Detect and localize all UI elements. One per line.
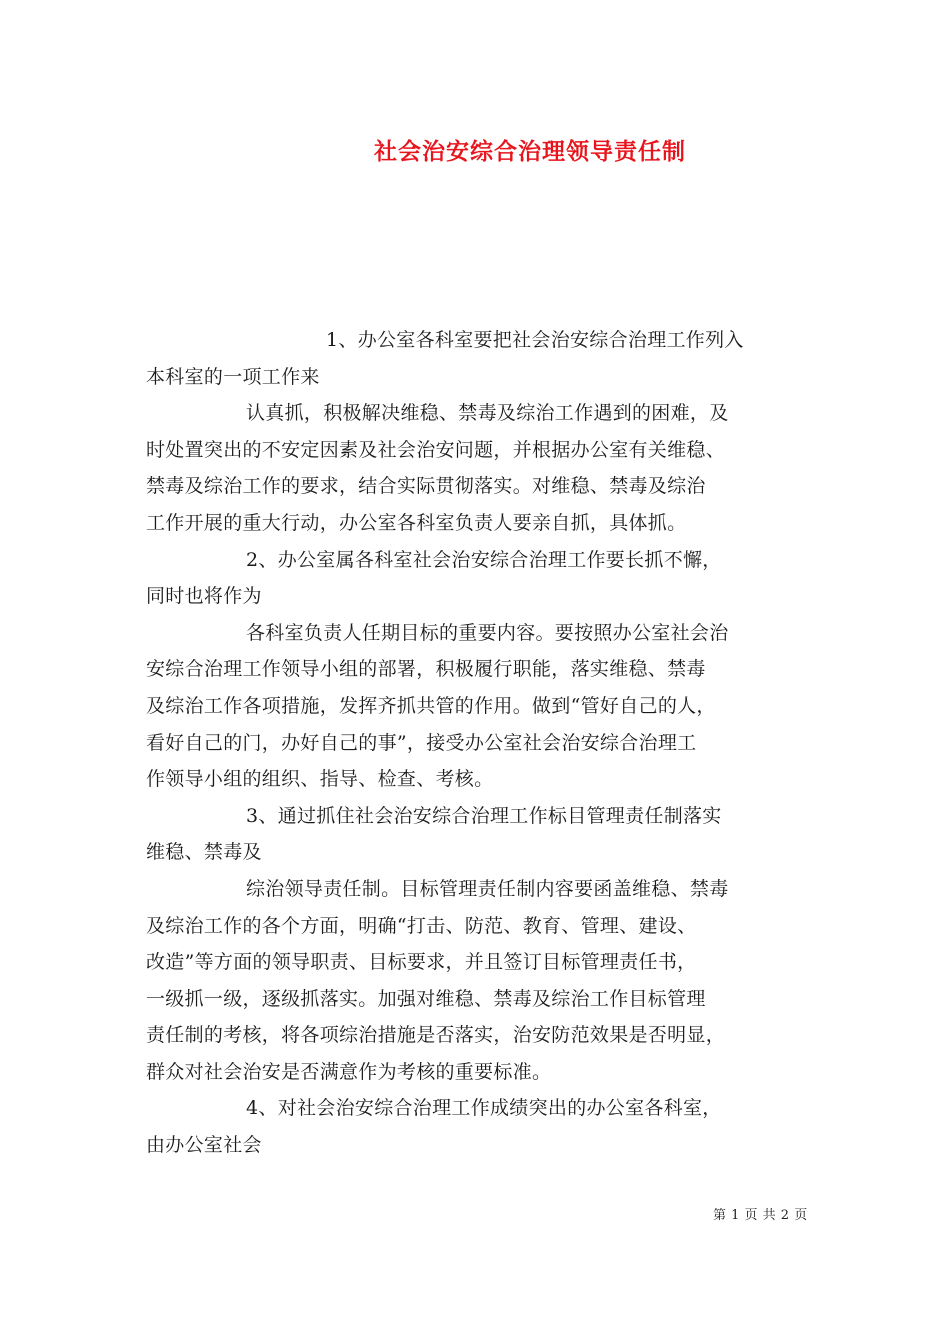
body-line: 及综治工作各项措施，发挥齐抓共管的作用。做到“管好自己的人， (146, 694, 716, 717)
page-number-footer: 第 1 页 共 2 页 (713, 1208, 808, 1223)
body-line: 禁毒及综治工作的要求，结合实际贯彻落实。对维稳、禁毒及综治 (146, 475, 706, 498)
body-line: 工作开展的重大行动，办公室各科室负责人要亲自抓，具体抓。 (146, 511, 687, 534)
body-line: 时处置突出的不安定因素及社会治安问题，并根据办公室有关维稳、 (146, 438, 726, 461)
body-line: 一级抓一级，逐级抓落实。加强对维稳、禁毒及综治工作目标管理 (146, 987, 706, 1010)
body-line: 综治领导责任制。目标管理责任制内容要函盖维稳、禁毒 (246, 877, 729, 900)
body-line: 4、对社会治安综合治理工作成绩突出的办公室各科室， (246, 1097, 722, 1120)
body-line: 各科室负责人任期目标的重要内容。要按照办公室社会治 (246, 621, 729, 644)
body-line: 2、办公室属各科室社会治安综合治理工作要长抓不懈， (246, 548, 722, 571)
body-line: 3、通过抓住社会治安综合治理工作标目管理责任制落实 (246, 804, 722, 827)
body-line: 认真抓，积极解决维稳、禁毒及综治工作遇到的困难，及 (246, 402, 729, 425)
body-line: 改造”等方面的领导职责、目标要求，并且签订目标管理责任书， (146, 951, 697, 974)
body-line: 作领导小组的组织、指导、检查、考核。 (146, 768, 494, 791)
body-line: 看好自己的门，办好自己的事”，接受办公室社会治安综合治理工 (146, 731, 697, 754)
document-title: 社会治安综合治理领导责任制 (374, 138, 686, 165)
body-line: 同时也将作为 (146, 585, 262, 608)
body-line: 维稳、禁毒及 (146, 841, 262, 864)
body-line: 安综合治理工作领导小组的部署，积极履行职能，落实维稳、禁毒 (146, 658, 706, 681)
document-body (146, 322, 810, 1164)
body-line: 及综治工作的各个方面，明确“打击、防范、教育、管理、建设、 (146, 914, 697, 937)
body-line: 责任制的考核，将各项综治措施是否落实，治安防范效果是否明显， (146, 1024, 726, 1047)
body-line: 本科室的一项工作来 (146, 365, 320, 388)
body-line: 1、办公室各科室要把社会治安综合治理工作列入 (326, 329, 744, 351)
body-line: 由办公室社会 (146, 1134, 262, 1157)
body-line: 群众对社会治安是否满意作为考核的重要标准。 (146, 1060, 552, 1083)
